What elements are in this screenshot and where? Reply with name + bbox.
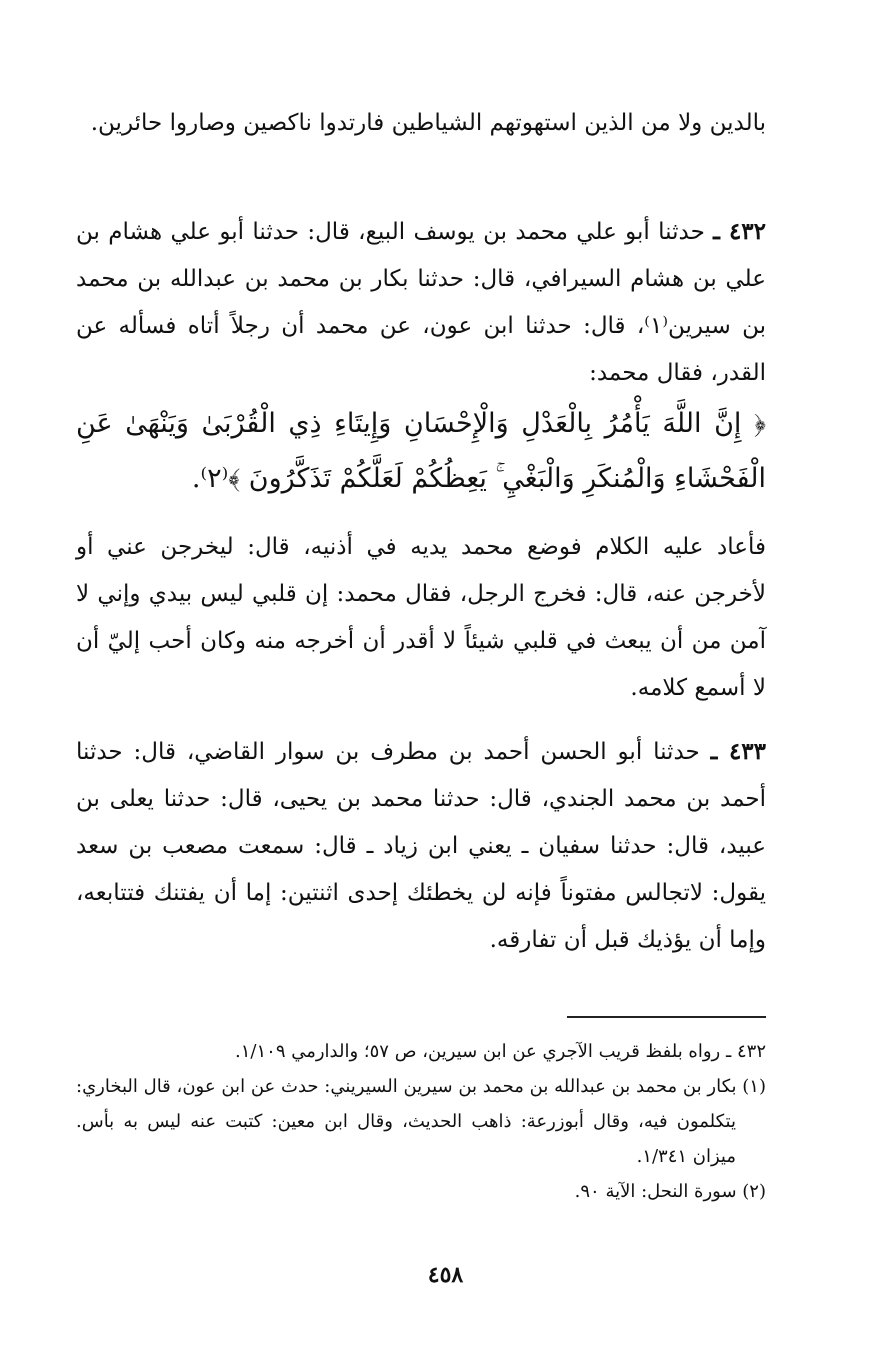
footnote-432: ٤٣٢ ـ رواه بلفظ قريب الآجري عن ابن سيرين، ص ٥٧؛ والدارمي ١/١٠٩. — [235, 1041, 766, 1062]
hadith-433-text: حدثنا أبو الحسن أحمد بن مطرف بن سوار القاضي، قال: حدثنا أحمد بن محمد الجندي، قال: حدثنا محمد بن يحيى، قال: حدثنا يعلى بن عبيد، قال: حدثنا سفيان ـ يعني ابن زياد ـ قال: سمعت مصعب بن سعد يقول: لاتجالس مفتوناً فإنه لن يخطئك إحدى اثنتين: إما أن يفتنك فتتابعه، وإما أن يؤذيك قبل أن تفارقه. — [76, 739, 766, 953]
footnote-1: (١) بكار بن محمد بن عبدالله بن محمد بن سيرين السيريني: حدث عن ابن عون، قال البخاري: يتكلمون فيه، وقال أبوزرعة: ذاهب الحديث، وقال ابن معين: كتبت عنه ليس به بأس. ميزان ١/٣٤١. — [76, 1076, 766, 1167]
paragraph-reply: فأعاد عليه الكلام فوضع محمد يديه في أذنيه، قال: ليخرجن عني أو لأخرجن عنه، قال: فخرج الرجل، فقال محمد: إن قلبي ليس بيدي وإني لا آمن من أن يبعث في قلبي شيئاً لا أقدر أن أخرجه منه وكان أحب إليّ أن لا أسمع كلامه. — [76, 534, 766, 701]
page-number: ٤٥٨ — [427, 1262, 464, 1288]
hadith-432-text: حدثنا أبو علي محمد بن يوسف البيع، قال: حدثنا أبو علي هشام بن علي بن هشام السيرافي، قال: حدثنا بكار بن محمد بن عبدالله بن محمد بن سيرين⁽١⁾، قال: حدثنا ابن عون، عن محمد أن رجلاً أتاه فسأله عن القدر، فقال محمد: — [76, 219, 767, 386]
hadith-433-number: ٤٣٣ ـ — [710, 738, 766, 765]
hadith-433-paragraph — [76, 728, 766, 964]
paragraph-continuation: بالدين ولا من الذين استهوتهم الشياطين فارتدوا ناكصين وصاروا حائرين. — [90, 110, 766, 136]
quran-verse: ﴿ إِنَّ اللَّهَ يَأْمُرُ بِالْعَدْلِ وَالْإِحْسَانِ وَإِيتَاءِ ذِي الْقُرْبَىٰ وَيَنْهَىٰ عَنِ الْفَحْشَاءِ وَالْمُنكَرِ وَالْبَغْيِ ۚ يَعِظُكُمْ لَعَلَّكُمْ تَذَكَّرُونَ ﴾⁽٢⁾. — [76, 408, 766, 494]
footnotes-section — [76, 1034, 766, 1209]
hadith-432-paragraph — [76, 208, 766, 397]
footnote-divider — [567, 1016, 766, 1018]
footnote-2: (٢) سورة النحل: الآية ٩٠. — [574, 1181, 766, 1202]
hadith-432-number: ٤٣٢ ـ — [713, 218, 767, 245]
